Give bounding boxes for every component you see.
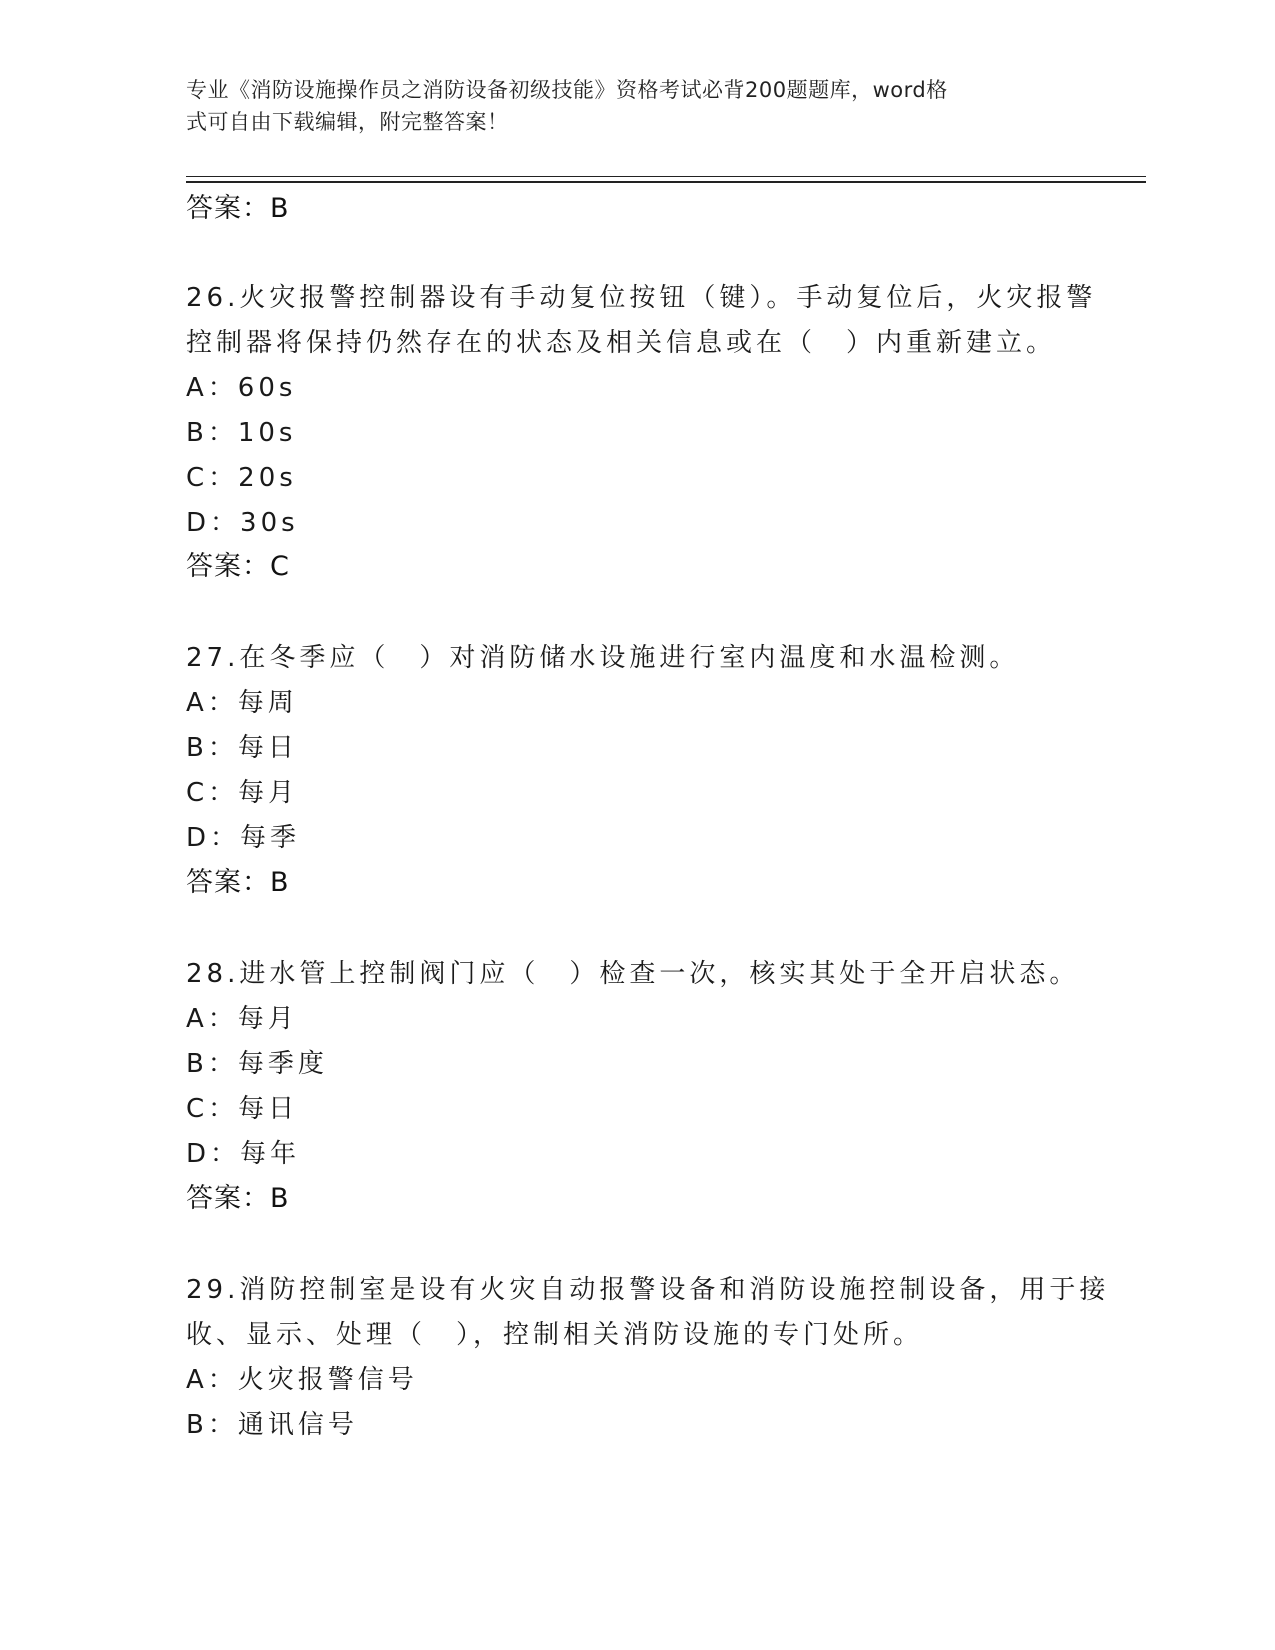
q29-stem-line-2: 收、显示、处理（ ），控制相关消防设施的专门处所。 (186, 1320, 924, 1350)
q26-stem-line-2: 控制器将保持仍然存在的状态及相关信息或在（ ）内重新建立。 (186, 328, 1057, 358)
document-header (186, 74, 1066, 138)
q28-option-d: D：每年 (186, 1139, 301, 1169)
q29-stem-line-1: 29.消防控制室是设有火灾自动报警设备和消防设施控制设备，用于接 (186, 1275, 1110, 1305)
q25-answer: 答案：B (186, 193, 290, 224)
q27-stem-line-1: 27.在冬季应（ ）对消防储水设施进行室内温度和水温检测。 (186, 643, 1020, 673)
q27-option-b: B：每日 (186, 733, 298, 763)
q28-option-a: A：每月 (186, 1004, 298, 1034)
q27-option-d: D：每季 (186, 823, 301, 853)
q26-option-d: D：30s (186, 508, 299, 538)
q27-option-a: A：每周 (186, 688, 298, 718)
header-divider-thick (186, 181, 1146, 183)
q28-option-b: B：每季度 (186, 1049, 328, 1079)
header-divider-thin (186, 176, 1146, 177)
header-line-2: 式可自由下载编辑，附完整答案！ (186, 110, 509, 134)
q28-stem-line-1: 28.进水管上控制阀门应（ ）检查一次，核实其处于全开启状态。 (186, 959, 1080, 989)
q26-option-a: A：60s (186, 373, 297, 403)
q28-answer: 答案：B (186, 1183, 290, 1214)
q26-option-b: B：10s (186, 418, 297, 448)
q26-stem-line-1: 26.火灾报警控制器设有手动复位按钮（键）。手动复位后，火灾报警 (186, 283, 1097, 313)
q29-option-b: B：通讯信号 (186, 1410, 358, 1440)
q26-answer: 答案：C (186, 551, 290, 582)
q27-option-c: C：每月 (186, 778, 299, 808)
q26-option-c: C：20s (186, 463, 297, 493)
q27-answer: 答案：B (186, 867, 290, 898)
header-line-1: 专业《消防设施操作员之消防设备初级技能》资格考试必背200题题库，word格 (186, 78, 948, 102)
q28-option-c: C：每日 (186, 1094, 299, 1124)
q29-option-a: A：火灾报警信号 (186, 1365, 418, 1395)
